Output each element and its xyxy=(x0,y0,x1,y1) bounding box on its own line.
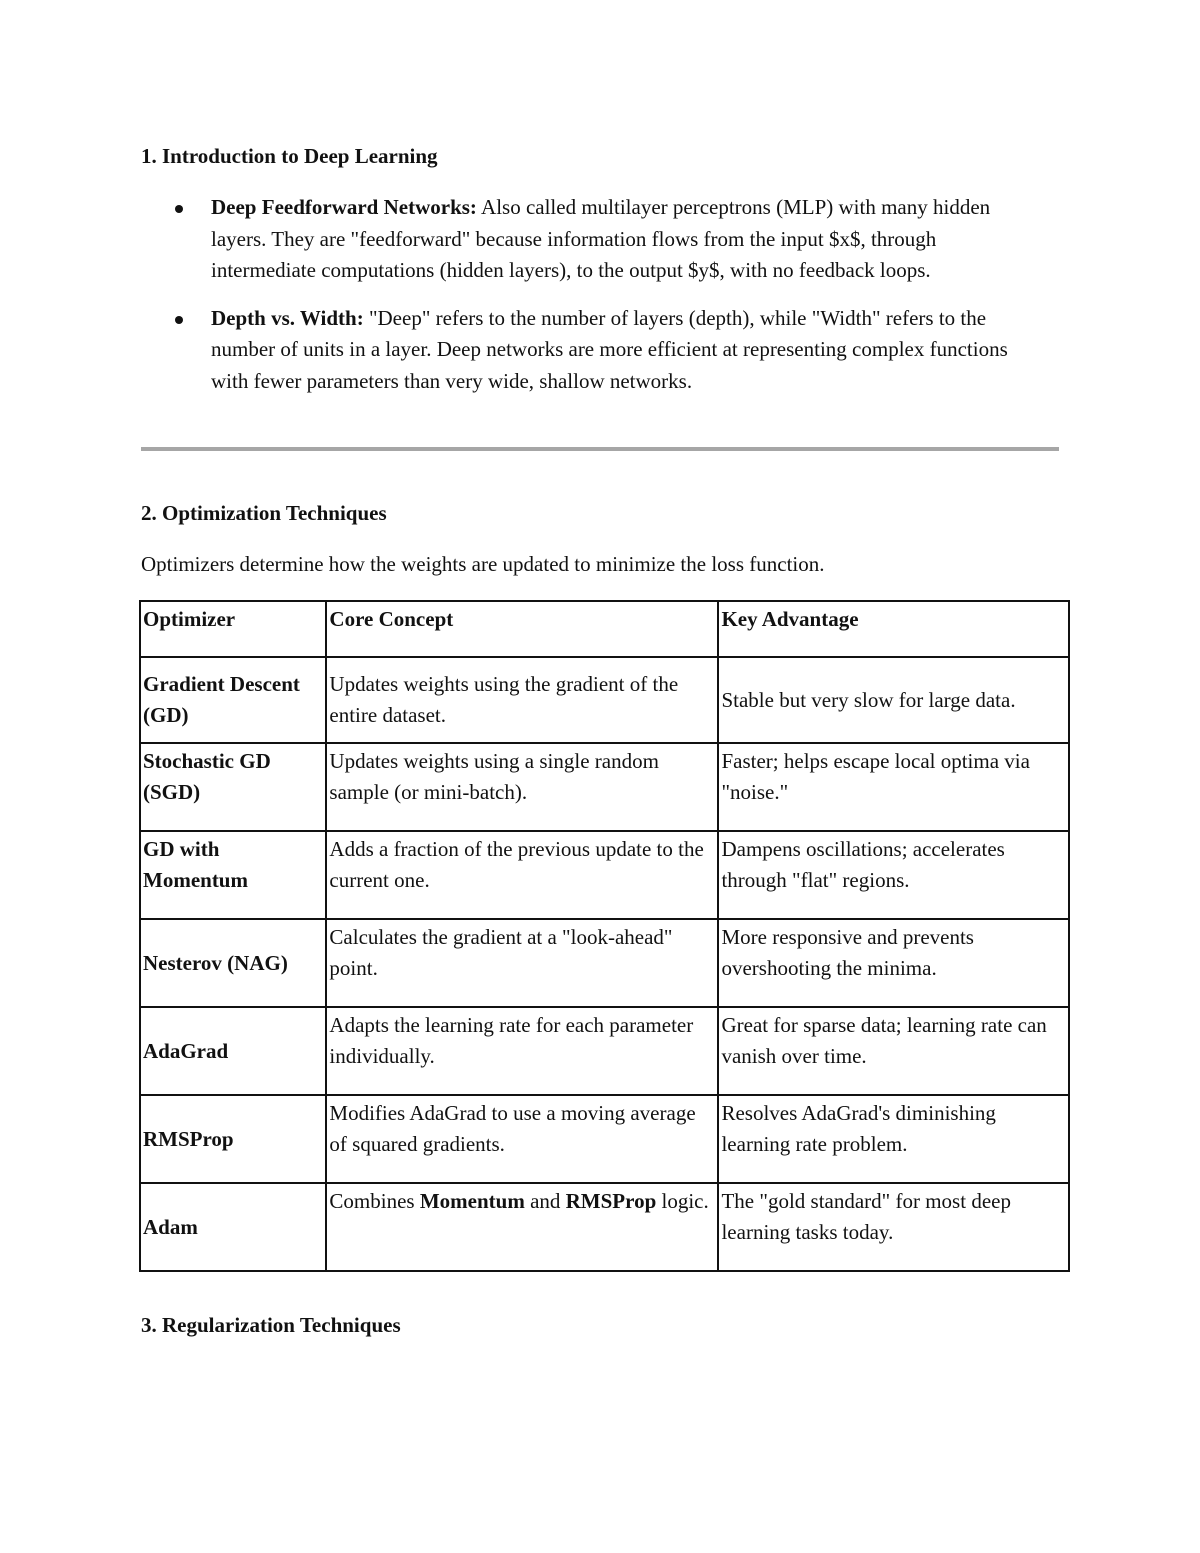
section-heading-optimization: 2. Optimization Techniques xyxy=(141,501,387,525)
key-advantage-cell: More responsive and prevents overshooting the minima. xyxy=(718,919,1069,1007)
column-header: Optimizer xyxy=(140,601,326,657)
table-header-row xyxy=(140,601,1069,657)
section-heading-regularization: 3. Regularization Techniques xyxy=(141,1313,401,1337)
column-header: Core Concept xyxy=(326,601,718,657)
optimizer-name-cell: Stochastic GD (SGD) xyxy=(140,743,326,831)
table-row xyxy=(140,919,1069,1007)
bullet-icon xyxy=(175,205,183,213)
key-advantage-cell: Dampens oscillations; accelerates through "flat" regions. xyxy=(718,831,1069,919)
key-advantage-cell: Resolves AdaGrad's diminishing learning rate problem. xyxy=(718,1095,1069,1183)
key-advantage-cell: Great for sparse data; learning rate can vanish over time. xyxy=(718,1007,1069,1095)
optimizer-name-cell: Gradient Descent (GD) xyxy=(140,657,326,743)
concept-term: Momentum xyxy=(419,1189,525,1213)
table-row xyxy=(140,657,1069,743)
bullet-text: "Deep" refers to the number of layers (depth), while "Width" refers to the number of units in a layer. Deep networks are more efficient at representing complex functions with fewer parameters than very wide, shallow networks. xyxy=(211,305,1008,393)
table-row xyxy=(140,831,1069,919)
bullet-item xyxy=(141,192,1041,287)
bullet-item xyxy=(141,303,1041,398)
core-concept-cell: Modifies AdaGrad to use a moving average of squared gradients. xyxy=(326,1095,718,1183)
key-advantage-cell: Stable but very slow for large data. xyxy=(718,657,1069,743)
core-concept-cell xyxy=(326,1183,718,1271)
optimizer-name-cell: GD with Momentum xyxy=(140,831,326,919)
table-row xyxy=(140,1183,1069,1271)
key-advantage-cell: The "gold standard" for most deep learning tasks today. xyxy=(718,1183,1069,1271)
concept-text: Combines xyxy=(329,1189,420,1213)
key-advantage-cell: Faster; helps escape local optima via "noise." xyxy=(718,743,1069,831)
section-heading-intro: 1. Introduction to Deep Learning xyxy=(141,144,438,168)
horizontal-divider xyxy=(141,447,1059,451)
table-row xyxy=(140,743,1069,831)
bullet-term: Deep Feedforward Networks: xyxy=(211,195,477,219)
core-concept-cell: Adapts the learning rate for each parameter individually. xyxy=(326,1007,718,1095)
core-concept-cell: Updates weights using a single random sample (or mini-batch). xyxy=(326,743,718,831)
table-row xyxy=(140,1095,1069,1183)
table-row xyxy=(140,1007,1069,1095)
concept-text: and xyxy=(524,1189,566,1213)
core-concept-cell: Calculates the gradient at a "look-ahead" point. xyxy=(326,919,718,1007)
optimizer-name-cell: Adam xyxy=(140,1183,326,1271)
bullet-text: Also called multilayer perceptrons (MLP) with many hidden layers. They are "feedforward" because information flows from the input $x$, through intermediate computations (hidden layers), to the output $y$, with no feedback loops. xyxy=(211,195,991,282)
core-concept-cell: Adds a fraction of the previous update to the current one. xyxy=(326,831,718,919)
intro-bullet-list xyxy=(141,192,1041,413)
optimizer-name-cell: AdaGrad xyxy=(140,1007,326,1095)
concept-term: RMSProp xyxy=(565,1189,657,1213)
optimizer-name-cell: Nesterov (NAG) xyxy=(140,919,326,1007)
optimization-intro-text: Optimizers determine how the weights are updated to minimize the loss function. xyxy=(141,552,825,576)
optimizer-name-cell: RMSProp xyxy=(140,1095,326,1183)
bullet-term: Depth vs. Width: xyxy=(211,305,364,330)
column-header: Key Advantage xyxy=(718,601,1069,657)
bullet-icon xyxy=(175,316,183,324)
core-concept-cell: Updates weights using the gradient of the entire dataset. xyxy=(326,657,718,743)
concept-text: logic. xyxy=(656,1189,709,1213)
optimizer-table xyxy=(139,600,1070,1272)
